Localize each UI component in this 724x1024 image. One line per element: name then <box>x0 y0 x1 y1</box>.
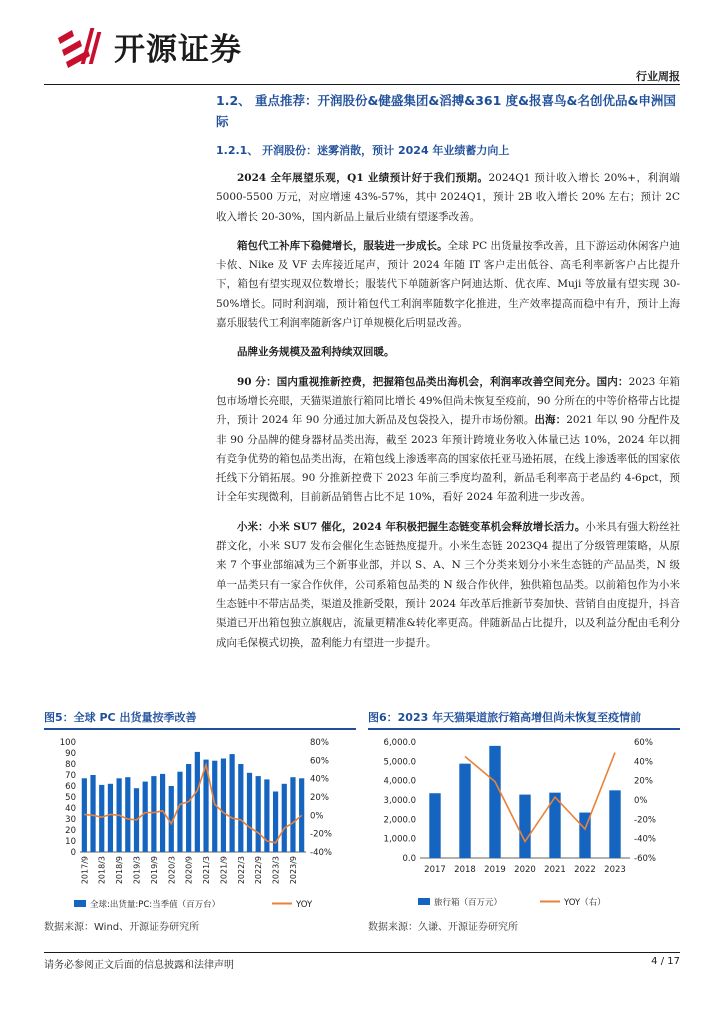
pc-shipment-bar <box>108 784 113 852</box>
figure-5-source: 数据来源：Wind、开源证券研究所 <box>44 922 200 933</box>
y-left-tick-label: 2,000.0 <box>383 815 416 826</box>
pc-shipment-bar <box>186 764 191 852</box>
y-left-tick-label: 50 <box>65 793 76 803</box>
y-left-tick-label: 10 <box>65 837 76 847</box>
figure-6-source: 数据来源：久谦、开源证券研究所 <box>368 922 518 933</box>
pc-shipment-bar <box>90 775 95 852</box>
y-right-tick-label: 0% <box>634 796 648 806</box>
x-tick-label: 2022/9 <box>254 856 264 885</box>
y-left-tick-label: 0 <box>70 848 76 858</box>
x-tick-label: 2023 <box>604 865 626 875</box>
x-tick-label: 2019/3 <box>132 856 142 885</box>
y-left-tick-label: 90 <box>65 749 76 759</box>
paragraph-lead: 品牌业务规模及盈利持续双回暖。 <box>237 346 395 359</box>
paragraph-brand <box>216 343 680 362</box>
y-right-tick-label: 80% <box>310 738 329 748</box>
pc-shipment-bar <box>151 776 156 852</box>
y-right-tick-label: 40% <box>634 757 653 768</box>
y-left-tick-label: 4,000.0 <box>383 776 416 787</box>
luggage-sales-bar <box>489 746 500 858</box>
x-tick-label: 2021 <box>544 865 566 875</box>
y-right-tick-label: 40% <box>310 774 329 785</box>
luggage-sales-bar <box>429 793 440 858</box>
pc-shipment-bar <box>256 776 261 852</box>
y-left-tick-label: 100 <box>59 738 76 748</box>
y-left-tick-label: 3,000.0 <box>383 796 416 806</box>
main-content <box>216 90 680 663</box>
x-tick-label: 2018/3 <box>97 856 107 885</box>
y-right-tick-label: 0% <box>310 811 324 822</box>
luggage-sales-bar <box>459 764 470 858</box>
x-tick-label: 2018 <box>454 865 476 875</box>
pc-shipment-bar <box>238 764 243 852</box>
y-right-tick-label: 20% <box>634 776 653 787</box>
paragraph-xiaomi <box>216 518 680 653</box>
legend-line-label: YOY（右） <box>564 898 606 908</box>
x-tick-label: 2023/3 <box>271 856 281 885</box>
x-tick-label: 2023/9 <box>288 856 298 885</box>
yoy-line <box>465 753 615 842</box>
pc-shipment-bar <box>177 772 182 852</box>
pc-shipments-chart <box>44 732 356 912</box>
y-left-tick-label: 5,000.0 <box>383 757 416 768</box>
y-right-tick-label: -20% <box>310 829 332 840</box>
y-left-tick-label: 30 <box>65 815 76 825</box>
y-left-tick-label: 0.0 <box>402 854 416 864</box>
pc-shipment-bar <box>282 784 287 852</box>
paragraph-lead: 2024 全年展望乐观，Q1 业绩预计好于我们预期。 <box>237 172 489 184</box>
header-divider <box>44 84 680 85</box>
paragraph-oem <box>216 237 680 333</box>
logo-mark-icon <box>52 22 112 68</box>
pc-shipment-bar <box>290 777 295 852</box>
paragraph-lead: 90 分：国内重视推新控费，把握箱包品类出海机会，利润率改善空间充分。国内： <box>237 375 629 388</box>
y-right-tick-label: -20% <box>634 815 656 826</box>
x-tick-label: 2017/9 <box>80 856 90 885</box>
page-number: 4 / 17 <box>651 956 680 967</box>
legend-bar-label: 全球:出货量:PC:当季值（百万台） <box>90 900 221 910</box>
y-right-tick-label: -60% <box>634 854 656 864</box>
pc-shipment-bar <box>230 754 235 852</box>
legend-bar-label: 旅行箱（百万元） <box>434 898 503 908</box>
pc-shipment-bar <box>299 778 304 852</box>
x-tick-label: 2019 <box>484 865 506 875</box>
logo-text: 开源证券 <box>114 32 242 68</box>
pc-shipment-bar <box>247 773 252 852</box>
paragraph-body: 小米具有强大粉丝社群文化，小米 SU7 发布会催化生态链热度提升。小米生态链 2023Q4 提出了分级管理策略，从原来 7 个事业部缩减为三个新事业部，并以 S、A、N 三个分类来划分小米生态链的产品品类，N 级单一品类只有一家合作伙伴，公司系箱包品类的 N 级合作伙伴，独供箱包品类。以前箱包作为小米生态链中不带店品类，渠道及推新受限，预计 2024 年改革后推新节奏加快、营销自由度提升，抖音渠道已开出箱包独立旗舰店，流量更精准&转化率更高。伴随新品占比提升，以及利益分配由毛利分成向毛保模式切换，盈利能力有望进一步提升。 <box>216 520 681 649</box>
document-type: 行业周报 <box>636 70 680 83</box>
y-left-tick-label: 40 <box>65 804 76 814</box>
y-left-tick-label: 1,000.0 <box>383 834 416 845</box>
legend-bar-swatch <box>418 898 430 905</box>
x-tick-label: 2021/9 <box>219 856 229 885</box>
y-left-tick-label: 80 <box>65 760 76 770</box>
y-right-tick-label: 60% <box>634 738 653 748</box>
x-tick-label: 2019/9 <box>149 856 159 885</box>
paragraph-outlook <box>216 169 680 227</box>
footer-divider <box>44 952 680 953</box>
y-right-tick-label: -40% <box>310 848 332 858</box>
company-logo <box>52 22 282 70</box>
paragraph-lead-2: 出海： <box>534 414 567 427</box>
paragraph-body: 2023 年箱包市场增长亮眼，天猫渠道旅行箱同比增长 49%但尚未恢复至疫前，90 分所在的中等价格带占比提升，预计 2024 年 90 分通过加大新品及包袋投入，提升市场份额。 <box>216 375 680 427</box>
travel-luggage-chart <box>368 732 680 912</box>
x-tick-label: 2022 <box>574 865 596 875</box>
subsection-title: 1.2.1、 开润股份：迷雾消散，预计 2024 年业绩蓄力向上 <box>216 144 510 157</box>
y-left-tick-label: 70 <box>65 771 76 781</box>
x-tick-label: 2020 <box>514 865 536 875</box>
paragraph-lead: 小米：小米 SU7 催化，2024 年积极把握生态链变革机会释放增长活力。 <box>237 520 586 533</box>
x-tick-label: 2021/3 <box>202 856 212 885</box>
paragraph-body-2: 2021 年以 90 分配件及非 90 分品牌的健身器材品类出海，截至 2023 年预计跨境业务收入体量已达 10%，2024 年以拥有竞争优势的箱包品类出海，在箱包线上渗透率高的国家依托亚马逊拓展，在线上渗透率低的国家依托线下分销拓展。90 分推新控费下 2023 年前三季度均盈利，新品毛利率高于老品约 4-6pct，预计全年实现微利，目前新品销售占比不足 10%，看好 2024 年盈利进一步改善。 <box>216 414 680 504</box>
paragraph-body: 全球 PC 出货量按季改善，且下游运动休闲客户迪卡侬、Nike 及 VF 去库接近尾声，预计 2024 年随 IT 客户走出低谷、高毛利率新客户占比提升下，箱包有望实现双位数增长；服装代下单随新客户阿迪达斯、优衣库、Muji 等放量有望实现 30-50%增长。同时利润端，预计箱包代工利润率随数字化推进，生产效率提高而稳中有升，预计上海嘉乐服装代工利润率随新客户订单规模化后明显改善。 <box>216 239 680 330</box>
pc-shipment-bar <box>99 785 104 852</box>
x-tick-label: 2020/9 <box>184 856 194 885</box>
luggage-sales-bar <box>609 790 620 858</box>
pc-shipment-bar <box>195 752 200 852</box>
y-right-tick-label: -40% <box>634 834 656 845</box>
paragraph-lead: 箱包代工补库下稳健增长，服装进一步成长。 <box>237 239 448 252</box>
y-left-tick-label: 6,000.0 <box>383 738 416 748</box>
pc-shipment-bar <box>143 782 148 852</box>
x-tick-label: 2017 <box>424 865 446 875</box>
paragraph-body: 2024Q1 预计收入增长 20%+，利润端 5000-5500 万元，对应增速 43%-57%，其中 2024Q1，预计 2B 收入增长 20% 左右；预计 2C 收入增长 20-30%，国内新品上量后业绩有望逐季改善。 <box>216 172 680 223</box>
pc-shipment-bar <box>221 759 226 853</box>
y-right-tick-label: 60% <box>310 756 329 767</box>
legend-line-label: YOY <box>296 900 313 910</box>
y-right-tick-label: 20% <box>310 793 329 803</box>
paragraph-90fen <box>216 373 680 508</box>
figure-5-title: 图5：全球 PC 出货量按季改善 <box>44 708 356 730</box>
figure-6-title: 图6：2023 年天猫渠道旅行箱高增但尚未恢复至疫情前 <box>368 708 680 730</box>
x-tick-label: 2018/9 <box>115 856 125 885</box>
x-tick-label: 2020/3 <box>167 856 177 885</box>
y-left-tick-label: 20 <box>65 826 76 836</box>
luggage-sales-bar <box>519 795 530 858</box>
pc-shipment-bar <box>125 777 130 852</box>
section-title: 1.2、 重点推荐：开润股份&健盛集团&滔搏&361 度&报喜鸟&名创优品&申洲国际 <box>216 93 676 129</box>
legend-bar-swatch <box>74 900 86 907</box>
x-tick-label: 2022/3 <box>236 856 246 885</box>
footer-disclaimer: 请务必参阅正文后面的信息披露和法律声明 <box>44 960 234 971</box>
y-left-tick-label: 60 <box>65 782 76 792</box>
